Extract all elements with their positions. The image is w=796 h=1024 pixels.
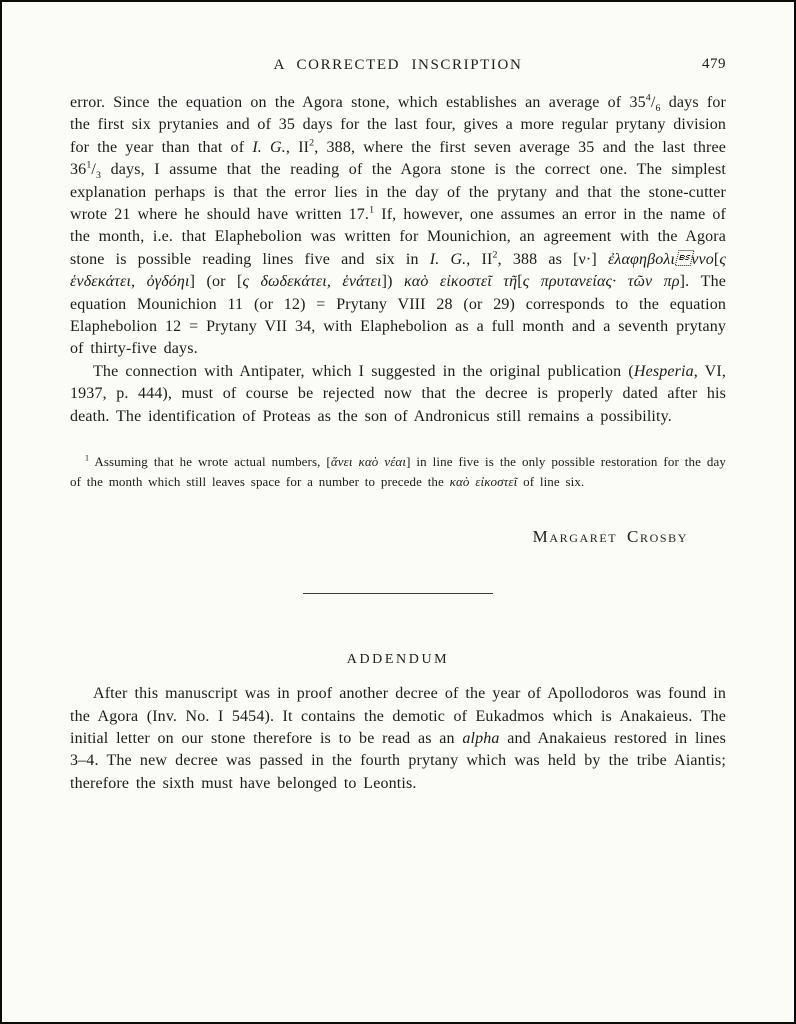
paragraph-continuation: error. Since the equation on the Agora stone, which establishes an average of $35^4/_6$ days for the first six prytanies and of 35 days for the last four, gives a more regular prytany division for the year than that of I. G., $II^2$, 388, where the first seven average 35 and the last three $36^1/_3$ days, I assume that the reading of the Agora stone is the correct one. The simplest explanation perhaps is that the error lies in the day of the prytany and that the stone-cutter wrote 21 where he should have written 17.$^1$ If, however, one assumes an error in the name of the month, i.e. that Elaphebolion was written for Mounichion, an agreement with the Agora stone is possible reading lines five and six in I. G., $II^2$, 388 as [ν·] ἐλαφηβολιννο[ς ἑνδεκάτει, ὀγδόηι] (or [ς δωδεκάτει, ἑνάτει]) καὸ εἰκοστεῖ τῆ[ς πρυτανείας· τῶν πρ]. The equation Mounichion 11 (or 12) = Prytany VIII 28 (or 29) corresponds to the equation Elaphebolion 12 = Prytany VII 34, with Elaphebolion as a full month and a seventh prytany of thirty-five days. (70, 92, 727, 358)
page-header (70, 56, 726, 78)
document-page (2, 2, 794, 795)
author-signature: Margaret Crosby (532, 527, 688, 547)
paragraph: The connection with Antipater, which I suggested in the original publication (Hesperia, VI, 1937, p. 444), must of course be rejected now that the decree is properly dated after his death. The identification of Proteas as the son of Andronicus still remains a possibility. (70, 362, 726, 425)
page-number: 479 (702, 56, 726, 72)
footnote: $^1$ Assuming that he wrote actual numbers, [ἅνει καὸ νέαι] in line five is the only possible restoration for the day of the month which still leaves space for a number to precede the καὸ εἰκοστεῖ of line six. (70, 453, 726, 489)
article-body (70, 92, 726, 428)
addendum-heading: ADDENDUM (346, 652, 450, 668)
addendum-paragraph: After this manuscript was in proof another decree of the year of Apollodoros was found in the Agora (Inv. No. I 5454). It contains the demotic of Eukadmos which is Anakaieus. The initial letter on our stone therefore is to be read as an alpha and Anakaieus restored in lines 3–4. The new decree was passed in the fourth prytany which was held by the tribe Aiantis; therefore the sixth must have belonged to Leontis. (70, 685, 726, 792)
running-title: A CORRECTED INSCRIPTION (273, 57, 523, 73)
section-divider (303, 593, 493, 594)
